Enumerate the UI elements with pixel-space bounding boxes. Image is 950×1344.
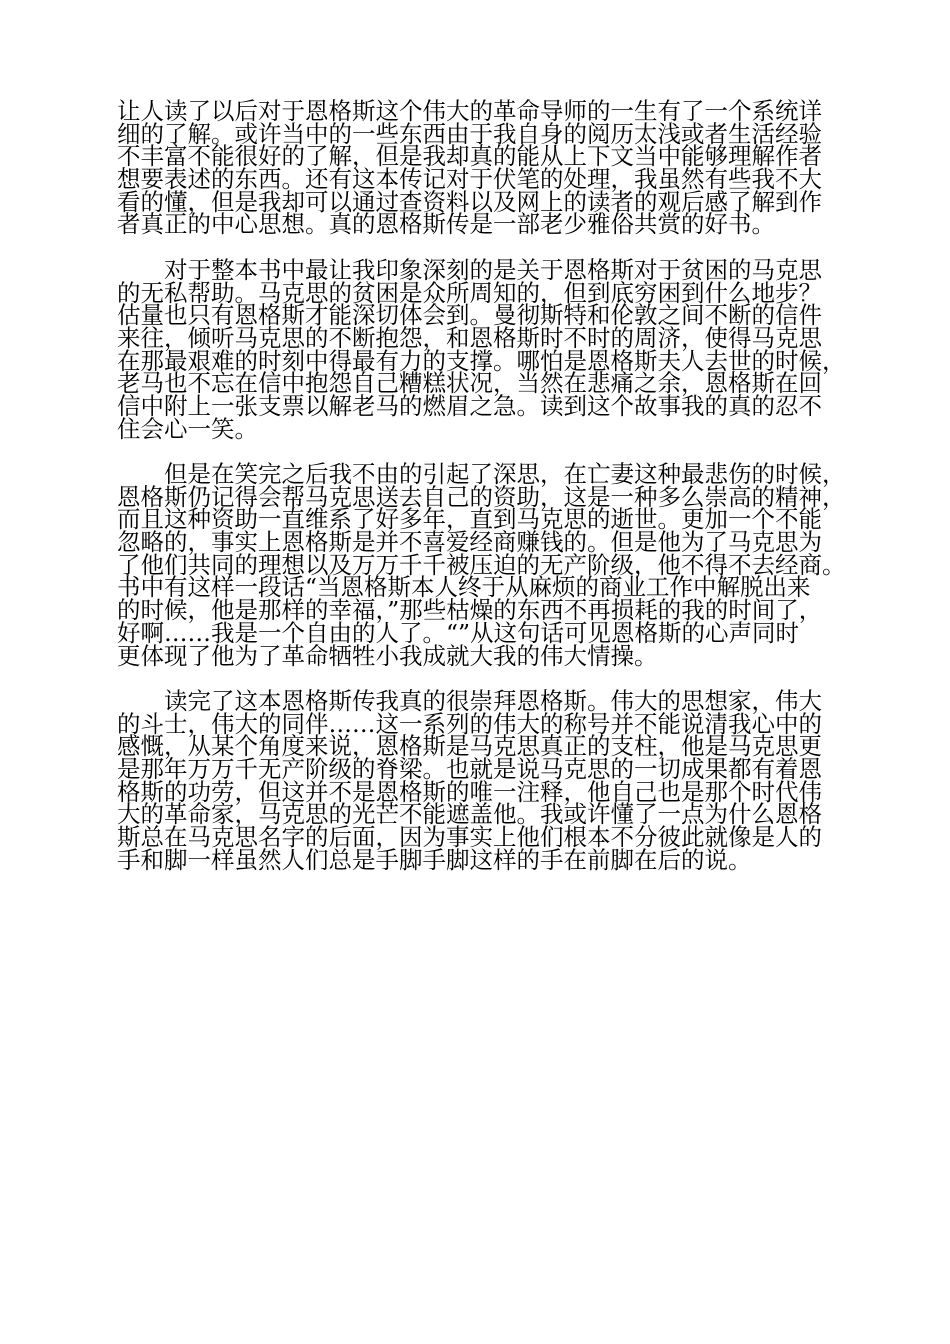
text-line: 估量也只有恩格斯才能深切体会到。曼彻斯特和伦敦之间不断的信件 — [117, 301, 822, 330]
text-line: 更体现了他为了革命牺牲小我成就大我的伟大情操。 — [117, 641, 658, 670]
text-line: 对于整本书中最让我印象深刻的是关于恩格斯对于贫困的马克思 — [117, 255, 822, 284]
text-line: 而且这种资助一直维系了好多年，直到马克思的逝世。更加一个不能 — [117, 505, 822, 534]
text-line: 的无私帮助。马克思的贫困是众所周知的，但到底穷困到什么地步？ — [117, 278, 822, 307]
text-line: 好啊……我是一个自由的人了。“”从这句话可见恩格斯的心声同时 — [117, 618, 800, 647]
text-line: 斯总在马克思名字的后面，因为事实上他们根本不分彼此就像是人的 — [117, 823, 822, 851]
paragraph-1 — [117, 97, 835, 239]
document-body — [117, 97, 846, 874]
paragraph-2 — [117, 255, 846, 443]
text-line: 感慨，从某个角度来说，恩格斯是马克思真正的支柱，他是马克思更 — [117, 732, 822, 761]
text-line: 了他们共同的理想以及万万千千被压迫的无产阶级，他不得不去经商。 — [117, 550, 846, 579]
text-line: 手和脚一样虽然人们总是手脚手脚这样的手在前脚在后的说。 — [117, 845, 752, 874]
text-line: 看的懂，但是我却可以通过查资料以及网上的读者的观后感了解到作 — [117, 187, 822, 216]
text-line: 不丰富不能很好的了解，但是我却真的能从上下文当中能够理解作者 — [117, 142, 822, 171]
text-line: 是那年万万千无产阶级的脊梁。也就是说马克思的一切成果都有着恩 — [117, 754, 822, 783]
text-line: 信中附上一张支票以解老马的燃眉之急。读到这个故事我的真的忍不 — [117, 391, 822, 420]
text-line: 格斯的功劳，但这并不是恩格斯的唯一注释，他自己也是那个时代伟 — [117, 777, 822, 806]
text-line: 老马也不忘在信中抱怨自己糟糕状况，当然在悲痛之余，恩格斯在回 — [117, 369, 822, 398]
paragraph-3 — [117, 460, 846, 670]
text-line: 的斗士，伟大的同伴……这一系列的伟大的称号并不能说清我心中的 — [117, 709, 822, 738]
text-line: 者真正的中心思想。真的恩格斯传是一部老少雅俗共赏的好书。 — [117, 210, 775, 239]
text-line: 大的革命家，马克思的光芒不能遮盖他。我或许懂了一点为什么恩格 — [117, 800, 822, 829]
text-line: 想要表述的东西。还有这本传记对于伏笔的处理，我虽然有些我不大 — [117, 165, 822, 194]
text-line: 恩格斯仍记得会帮马克思送去自己的资助，这是一种多么崇高的精神， — [117, 482, 846, 511]
text-line: 来往，倾听马克思的不断抱怨，和恩格斯时不时的周济，使得马克思 — [117, 323, 822, 352]
text-line: 书中有这样一段话“当恩格斯本人终于从麻烦的商业工作中解脱出来 — [117, 573, 811, 602]
text-line: 读完了这本恩格斯传我真的很崇拜恩格斯。伟大的思想家，伟大 — [117, 686, 822, 715]
text-line: 细的了解。或许当中的一些东西由于我自身的阅历太浅或者生活经验 — [117, 119, 822, 148]
text-line: 住会心一笑。 — [117, 414, 258, 443]
text-line: 的时候，他是那样的幸福，”那些枯燥的东西不再损耗的我的时间了， — [117, 596, 823, 625]
text-line: 在那最艰难的时刻中得最有力的支撑。哪怕是恩格斯夫人去世的时候， — [117, 346, 846, 375]
paragraph-4 — [117, 686, 835, 874]
text-line: 忽略的，事实上恩格斯是并不喜爱经商赚钱的。但是他为了马克思为 — [117, 528, 822, 557]
text-line: 但是在笑完之后我不由的引起了深思，在亡妻这种最悲伤的时候， — [117, 460, 846, 488]
text-line: 让人读了以后对于恩格斯这个伟大的革命导师的一生有了一个系统详 — [117, 97, 822, 125]
